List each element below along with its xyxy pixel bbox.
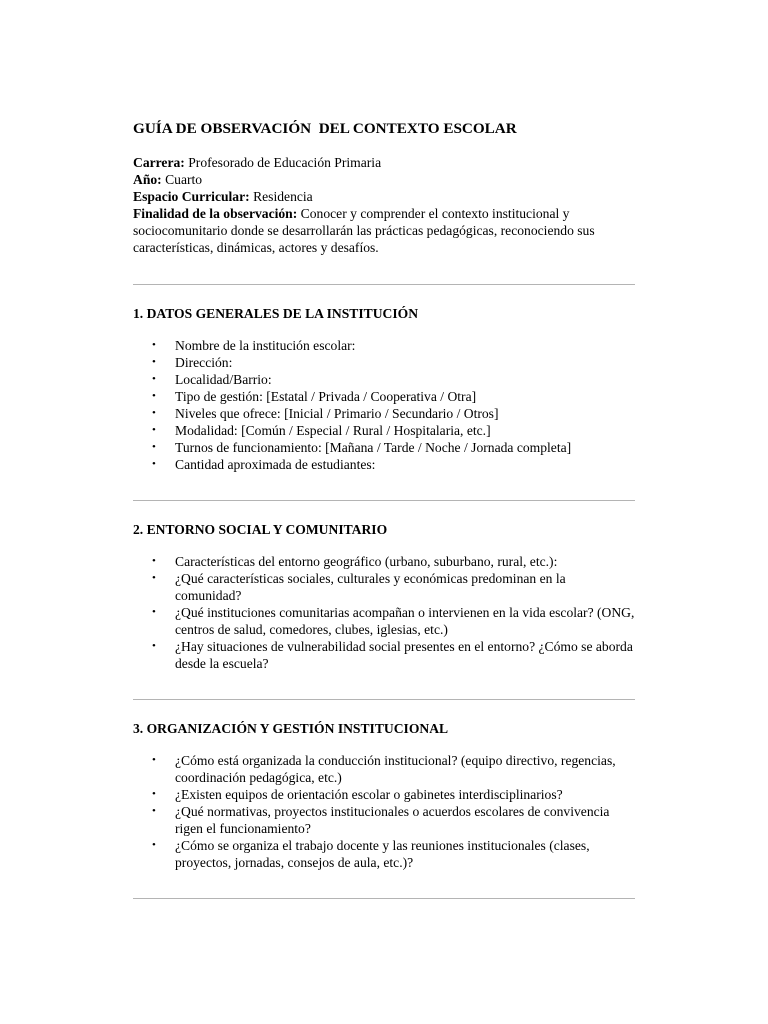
meta-espacio-label: Espacio Curricular: <box>133 189 250 204</box>
list-item <box>133 439 635 456</box>
section-list <box>133 553 635 672</box>
list-item-text: Modalidad: [Común / Especial / Rural / Hospitalaria, etc.] <box>175 423 491 438</box>
meta-finalidad-value: Conocer y comprender el contexto institucional y sociocomunitario donde se desarrollarán las prácticas pedagógicas, reconociendo sus características, dinámicas, actores y desafíos. <box>133 206 595 255</box>
list-item-text: ¿Cómo está organizada la conducción institucional? (equipo directivo, regencias, coordinación pedagógica, etc.) <box>175 753 616 785</box>
list-item <box>133 354 635 371</box>
bullet-icon: • <box>152 373 156 385</box>
meta-anio <box>133 171 635 188</box>
bullet-icon: • <box>152 356 156 368</box>
section-divider <box>133 898 635 899</box>
bullet-icon: • <box>152 754 156 766</box>
meta-carrera-label: Carrera: <box>133 155 185 170</box>
bullet-icon: • <box>152 424 156 436</box>
list-item-text: ¿Hay situaciones de vulnerabilidad social presentes en el entorno? ¿Cómo se aborda desde la escuela? <box>175 639 633 671</box>
document-content <box>133 118 635 899</box>
list-item-text: Dirección: <box>175 355 233 370</box>
list-item-text: ¿Qué normativas, proyectos institucionales o acuerdos escolares de convivencia rigen el funcionamiento? <box>175 804 610 836</box>
list-item <box>133 604 635 638</box>
list-item <box>133 837 635 871</box>
section-title: 2. ENTORNO SOCIAL Y COMUNITARIO <box>133 522 388 537</box>
section-title: 1. DATOS GENERALES DE LA INSTITUCIÓN <box>133 306 419 321</box>
list-item-text: Nombre de la institución escolar: <box>175 338 356 353</box>
list-item <box>133 337 635 354</box>
section-divider <box>133 500 635 501</box>
meta-espacio <box>133 188 635 205</box>
bullet-icon: • <box>152 390 156 402</box>
meta-carrera <box>133 154 635 171</box>
list-item <box>133 422 635 439</box>
document-meta <box>133 154 635 256</box>
bullet-icon: • <box>152 555 156 567</box>
list-item-text: Características del entorno geográfico (urbano, suburbano, rural, etc.): <box>175 554 558 569</box>
list-item-text: Tipo de gestión: [Estatal / Privada / Cooperativa / Otra] <box>175 389 477 404</box>
section-list <box>133 752 635 871</box>
bullet-icon: • <box>152 839 156 851</box>
list-item-text: ¿Cómo se organiza el trabajo docente y las reuniones institucionales (clases, proyectos, jornadas, consejos de aula, etc.)? <box>175 838 590 870</box>
bullet-icon: • <box>152 805 156 817</box>
list-item <box>133 803 635 837</box>
list-item <box>133 752 635 786</box>
list-item <box>133 456 635 473</box>
meta-finalidad-label: Finalidad de la observación: <box>133 206 298 221</box>
list-item-text: ¿Qué características sociales, culturales y económicas predominan en la comunidad? <box>175 571 566 603</box>
list-item-text: ¿Qué instituciones comunitarias acompañan o intervienen en la vida escolar? (ONG, centros de salud, comedores, clubes, iglesias, etc.) <box>175 605 635 637</box>
bullet-icon: • <box>152 606 156 618</box>
document-title: GUÍA DE OBSERVACIÓN DEL CONTEXTO ESCOLAR <box>133 120 517 137</box>
section-divider <box>133 284 635 285</box>
section-title: 3. ORGANIZACIÓN Y GESTIÓN INSTITUCIONAL <box>133 721 449 736</box>
meta-anio-label: Año: <box>133 172 162 187</box>
bullet-icon: • <box>152 407 156 419</box>
bullet-icon: • <box>152 572 156 584</box>
list-item <box>133 388 635 405</box>
list-item <box>133 638 635 672</box>
section-divider <box>133 699 635 700</box>
bullet-icon: • <box>152 458 156 470</box>
list-item <box>133 553 635 570</box>
section-list <box>133 337 635 473</box>
bullet-icon: • <box>152 441 156 453</box>
list-item-text: Localidad/Barrio: <box>175 372 272 387</box>
bullet-icon: • <box>152 788 156 800</box>
list-item-text: Niveles que ofrece: [Inicial / Primario / Secundario / Otros] <box>175 406 499 421</box>
list-item-text: Turnos de funcionamiento: [Mañana / Tarde / Noche / Jornada completa] <box>175 440 572 455</box>
list-item <box>133 405 635 422</box>
meta-carrera-value: Profesorado de Educación Primaria <box>184 155 382 170</box>
meta-espacio-value: Residencia <box>249 189 313 204</box>
bullet-icon: • <box>152 339 156 351</box>
list-item-text: Cantidad aproximada de estudiantes: <box>175 457 376 472</box>
bullet-icon: • <box>152 640 156 652</box>
list-item <box>133 786 635 803</box>
list-item <box>133 570 635 604</box>
list-item <box>133 371 635 388</box>
list-item-text: ¿Existen equipos de orientación escolar o gabinetes interdisciplinarios? <box>175 787 563 802</box>
meta-anio-value: Cuarto <box>161 172 203 187</box>
meta-finalidad <box>133 205 635 256</box>
